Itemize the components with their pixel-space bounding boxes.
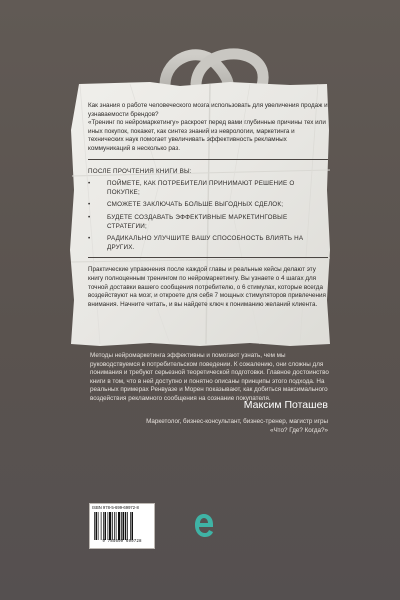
barcode-bar <box>125 512 127 540</box>
benefits-heading: ПОСЛЕ ПРОЧТЕНИЯ КНИГИ ВЫ: <box>88 167 192 175</box>
bullet: • <box>88 180 91 188</box>
barcode-bar <box>98 512 99 540</box>
review-text: Методы нейромаркетинга эффективны и помогают узнать, чем мы руководствуемся в потребительском поведении. К сожалению, они сложны для понимания и требуют серьезной теоретической подготовки. Главное достоинство книги в том, что в ней доступно и понятно описаны принципы этого подхода. На реальных примерах Ренвуазе и Морен показывают, как добиться максимального воздействия рекламного сообщения на сознание покупателя. <box>90 352 329 402</box>
barcode-bar <box>96 512 98 540</box>
barcode-bar <box>132 512 134 540</box>
intro-question: Как знания о работе человеческого мозга использовать для увеличения продаж и узнаваемости брендов? <box>88 102 328 118</box>
barcode-bar <box>103 512 104 540</box>
barcode-bar <box>108 512 109 540</box>
review-author-role: Маркетолог, бизнес-консультант, бизнес-тренер, магистр игры «Что? Где? Когда?» <box>146 418 328 434</box>
bullet: • <box>88 235 91 243</box>
list-item: • СМОЖЕТЕ ЗАКЛЮЧАТЬ БОЛЬШЕ ВЫГОДНЫХ СДЕЛОК; <box>88 201 284 209</box>
list-item: • РАДИКАЛЬНО УЛУЧШИТЕ ВАШУ СПОСОБНОСТЬ ВЛИЯТЬ НА ДРУГИХ. <box>88 235 304 251</box>
review-author: Максим Поташев <box>243 399 328 411</box>
divider <box>88 257 328 258</box>
closing-paragraph: Практические упражнения после каждой главы и реальные кейсы делают эту книгу полноценным тренингом по нейромаркетингу. Вы узнаете о 4 шагах для точной доставки вашего сообщения потребителю, о 6 стимулах, которые всегда воздействуют на мозг, и откроете для себя 7 мощных стимуляторов привлечения внимания. Начните читать, и вы найдете ключ к пониманию желаний клиента. <box>88 266 326 308</box>
bullet: • <box>88 213 91 221</box>
intro-description: «Тренинг по нейромаркетингу» раскроет перед вами глубинные причины тех или иных покупок, покажет, как синтез знаний из неврологии, маркетинга и технических наук помогает увеличивать эффективность рекламных коммуникаций в несколько раз. <box>88 119 326 152</box>
barcode-bar <box>105 512 107 540</box>
barcode-bar <box>127 512 128 540</box>
barcode-bar <box>101 512 102 540</box>
isbn-barcode-box <box>89 503 155 549</box>
divider <box>88 159 328 160</box>
isbn-label: ISBN 978-5-699-69972-8 <box>92 505 139 510</box>
barcode-bar <box>121 512 122 540</box>
barcode-bar <box>130 512 131 540</box>
list-item: • ПОЙМЕТЕ, КАК ПОТРЕБИТЕЛИ ПРИНИМАЮТ РЕШЕНИЕ О ПОКУПКЕ; <box>88 180 295 196</box>
bullet: • <box>88 201 91 209</box>
benefits-list <box>88 180 328 252</box>
barcode-bar <box>118 512 120 540</box>
barcode-bar <box>112 512 113 540</box>
barcode-icon <box>94 512 150 540</box>
list-item: • БУДЕТЕ СОЗДАВАТЬ ЭФФЕКТИВНЫЕ МАРКЕТИНГОВЫЕ СТРАТЕГИИ; <box>88 213 288 230</box>
bag-annotation-text <box>88 102 328 309</box>
barcode-bar <box>123 512 125 540</box>
barcode-bar <box>94 512 95 540</box>
eksmo-logo-icon <box>193 512 215 540</box>
barcode-number: 9 785699 699728 <box>102 540 142 544</box>
barcode-bar <box>116 512 117 540</box>
barcode-bar <box>109 512 111 540</box>
barcode-bar <box>114 512 115 540</box>
